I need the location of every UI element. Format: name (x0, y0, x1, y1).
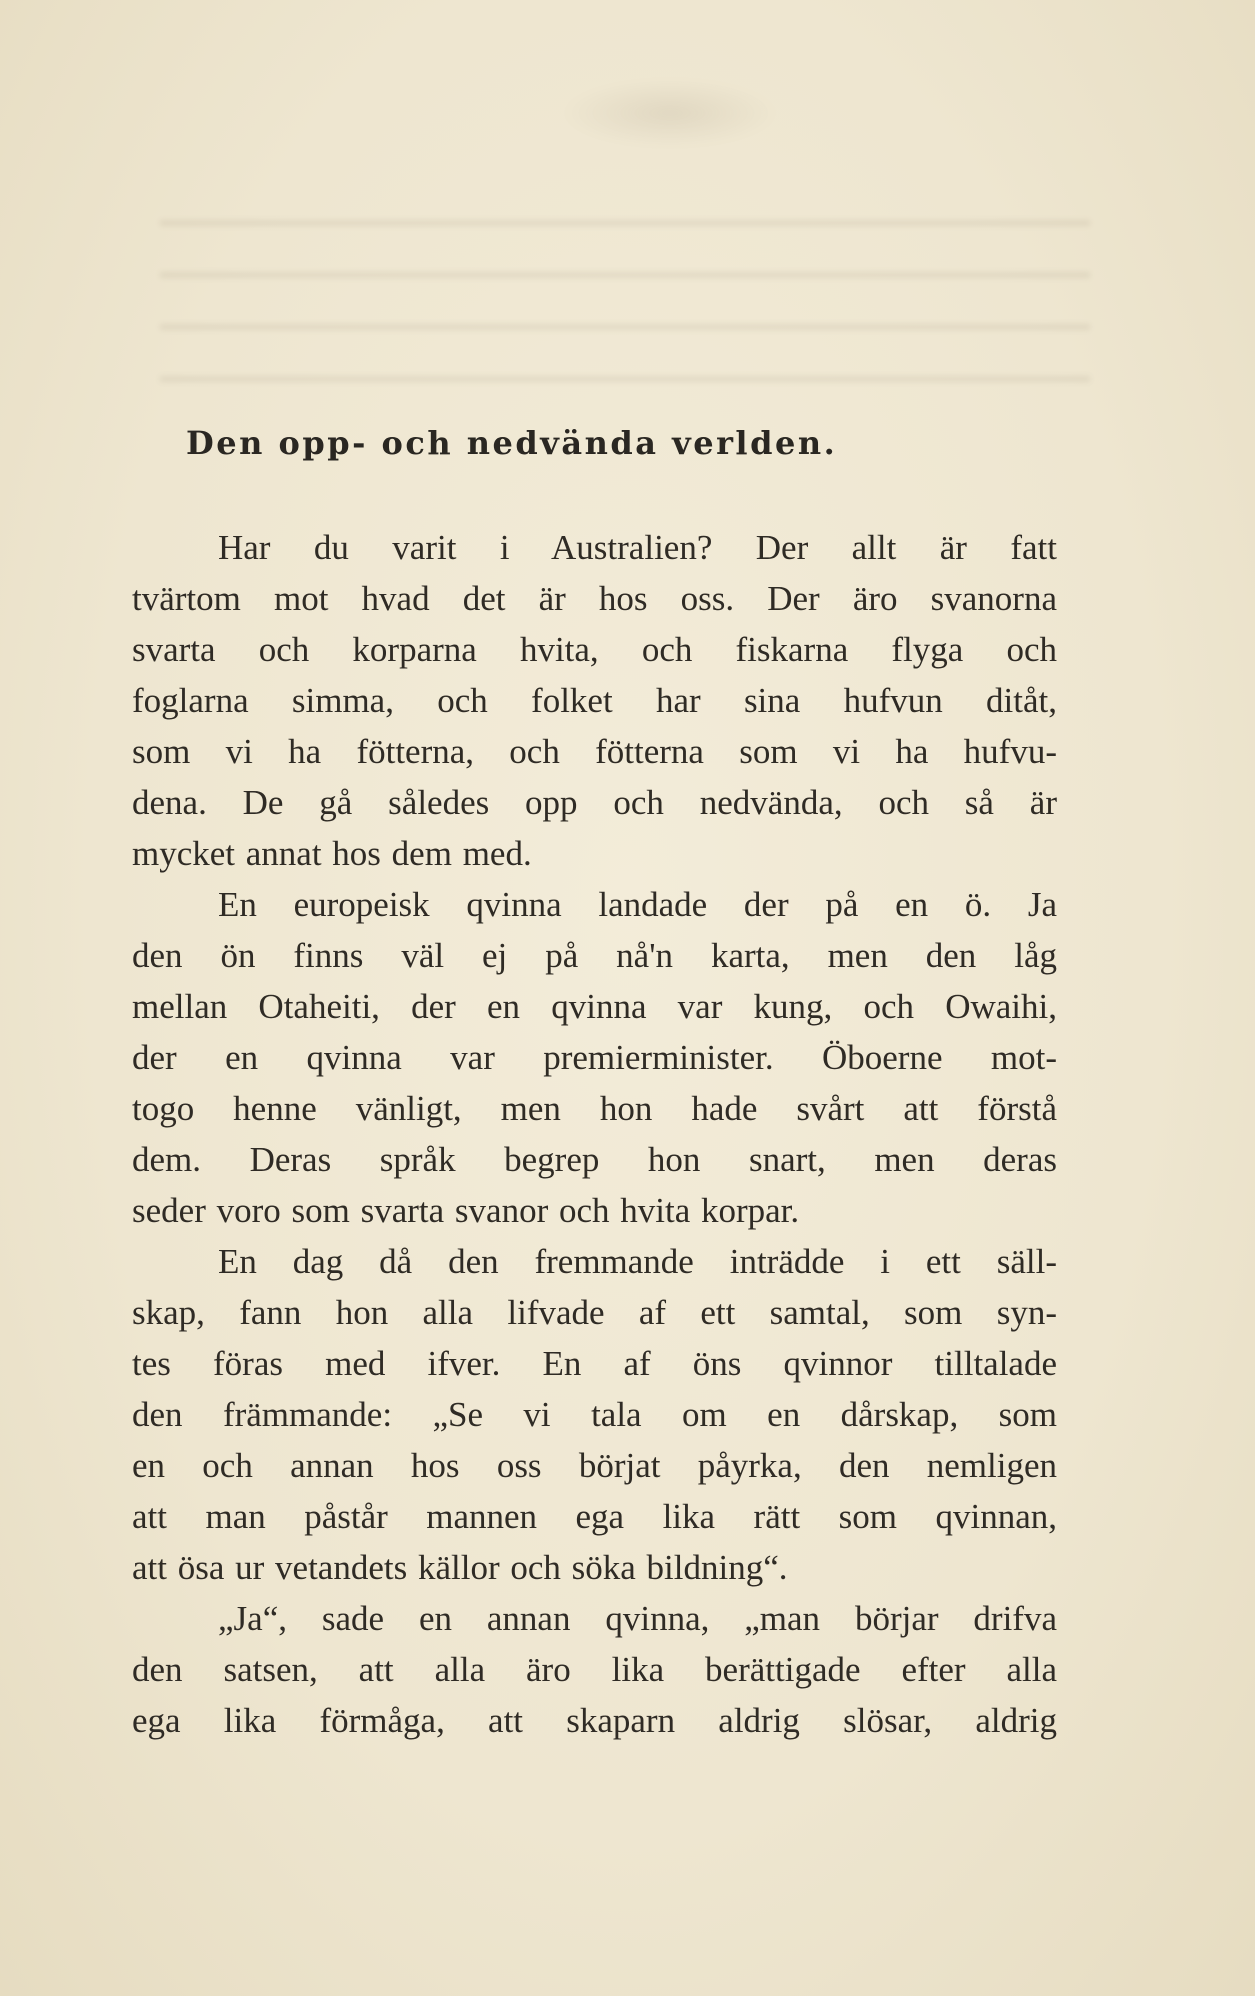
chapter-heading: Den opp- och nedvända verlden. (186, 424, 838, 462)
show-through-text (160, 190, 1090, 390)
text-line: en och annan hos oss börjat påyrka, den nemligen (132, 1446, 1057, 1485)
text-line: svarta och korparna hvita, och fiskarna flyga och (132, 630, 1057, 669)
text-line: att ösa ur vetandets källor och söka bildning“. (132, 1548, 788, 1587)
text-line: En europeisk qvinna landade der på en ö. Ja (218, 885, 1057, 924)
text-line: den främmande: „Se vi tala om en dårskap, som (132, 1395, 1057, 1434)
text-line: skap, fann hon alla lifvade af ett samtal, som syn- (132, 1293, 1057, 1332)
text-line: tes föras med ifver. En af öns qvinnor tilltalade (132, 1344, 1057, 1383)
text-line: den satsen, att alla äro lika berättigade efter alla (132, 1650, 1057, 1689)
text-line: „Ja“, sade en annan qvinna, „man börjar drifva (218, 1599, 1057, 1638)
text-line: den ön finns väl ej på nå'n karta, men den låg (132, 936, 1057, 975)
text-line: Har du varit i Australien? Der allt är fatt (218, 528, 1057, 567)
text-line: som vi ha fötterna, och fötterna som vi ha hufvu- (132, 732, 1057, 771)
text-line: mycket annat hos dem med. (132, 834, 532, 873)
text-line: tvärtom mot hvad det är hos oss. Der äro svanorna (132, 579, 1057, 618)
text-line: En dag då den fremmande inträdde i ett säll- (218, 1242, 1057, 1281)
text-line: der en qvinna var premierminister. Öboerne mot- (132, 1038, 1057, 1077)
paper-stain (560, 78, 780, 148)
text-line: mellan Otaheiti, der en qvinna var kung, och Owaihi, (132, 987, 1057, 1026)
text-line: foglarna simma, och folket har sina hufvun ditåt, (132, 681, 1057, 720)
text-line: togo henne vänligt, men hon hade svårt att förstå (132, 1089, 1057, 1128)
text-line: dena. De gå således opp och nedvända, och så är (132, 783, 1057, 822)
text-line: seder voro som svarta svanor och hvita korpar. (132, 1191, 800, 1230)
text-line: att man påstår mannen ega lika rätt som qvinnan, (132, 1497, 1057, 1536)
text-line: ega lika förmåga, att skaparn aldrig slösar, aldrig (132, 1701, 1057, 1740)
text-line: dem. Deras språk begrep hon snart, men deras (132, 1140, 1057, 1179)
body-text (132, 522, 1057, 1746)
